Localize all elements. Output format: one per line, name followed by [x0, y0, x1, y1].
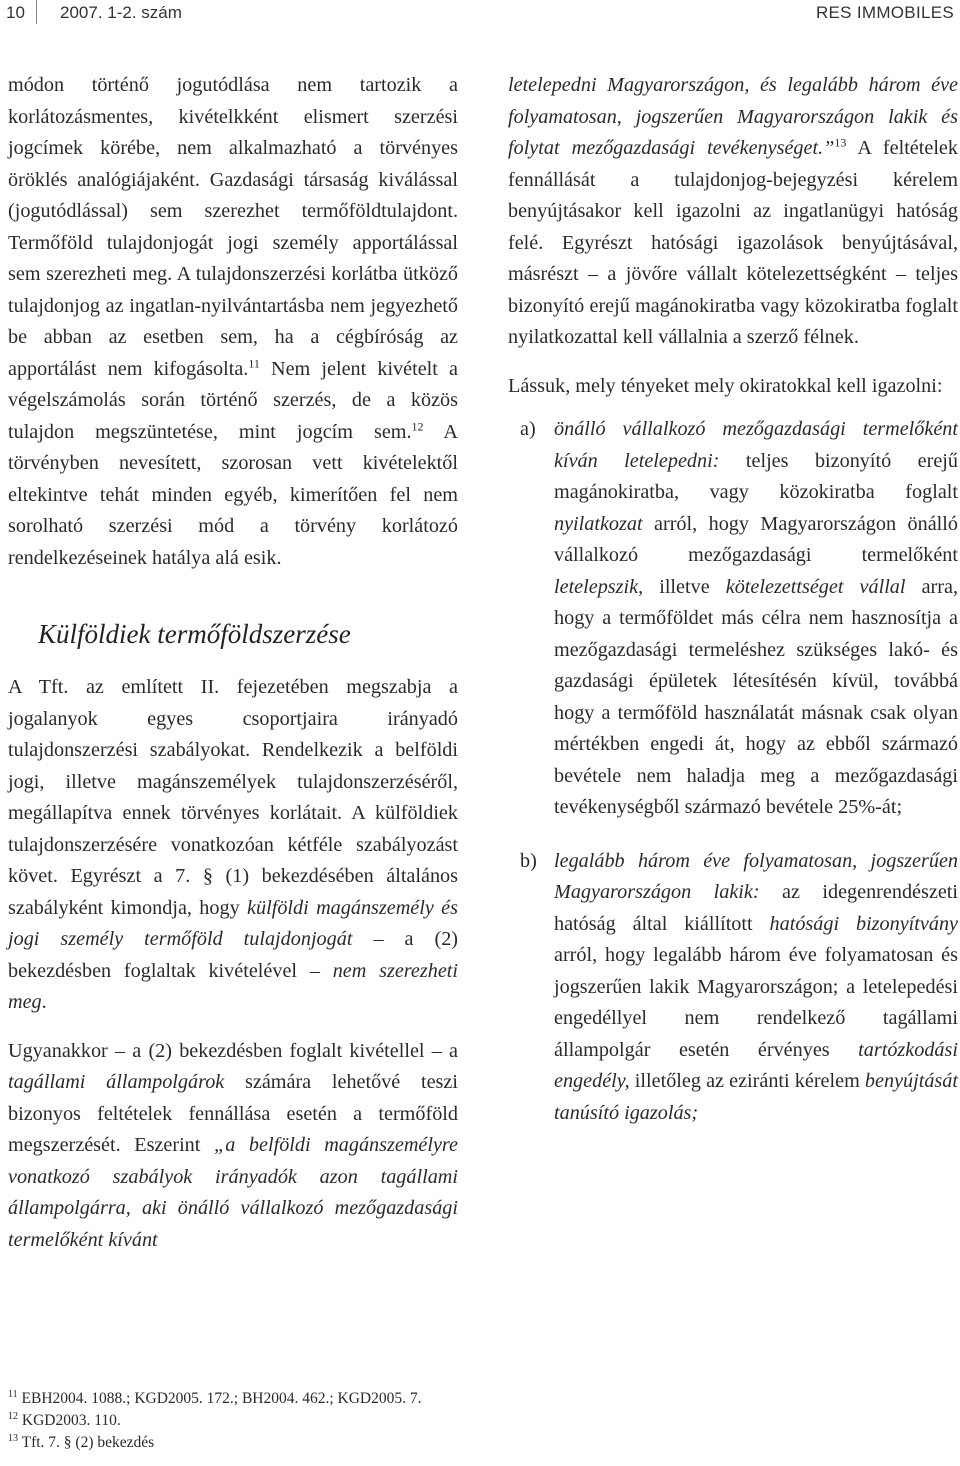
- italic-run: letelepszik,: [554, 575, 644, 598]
- footnote-text: Tft. 7. § (2) bekezdés: [18, 1434, 155, 1451]
- paragraph: [8, 672, 458, 1019]
- italic-run: letelepedni Magyarországon, és legalább három éve folyamatosan, jogszerűen Magyarországon lakik és folytat mezőgazdasági tevékenységet.”: [508, 74, 958, 159]
- italic-run: kötelezettséget vállal: [725, 575, 906, 598]
- list-item-text: [554, 414, 958, 824]
- text-run: Nem jelent kivételt a végelszámolás során történő szerzés, de a közös tulajdon megszüntetése, mint jogcím sem.: [8, 357, 458, 443]
- italic-run: tagállami állampolgárok: [8, 1071, 225, 1093]
- page-header: [0, 0, 960, 30]
- footnote: [8, 1432, 708, 1454]
- italic-run: külföldi magánszemély és jogi személy termőföld tulajdonjogát: [8, 896, 458, 950]
- list-marker: b): [520, 849, 537, 872]
- text-run: arról, hogy legalább három éve folyamatosan és jogszerűen lakik Magyarországon; a letelepedési engedéllyel nem rendelkező tagállami állampolgár esetén érvényes: [554, 944, 958, 1061]
- issue-label: 2007. 1-2. szám: [60, 3, 182, 22]
- footnote-ref: 11: [248, 355, 260, 370]
- footnote-number: 11: [8, 1388, 18, 1400]
- header-divider: [36, 0, 37, 24]
- text-run: illetve: [643, 575, 726, 598]
- list-item-text: [554, 846, 958, 1130]
- footnote: [8, 1410, 708, 1432]
- italic-run: tartózkodási engedély,: [554, 1038, 958, 1092]
- text-run: az idegenrendészeti hatóság által kiállított: [554, 881, 959, 935]
- text-run: módon történő jogutódlása nem tartozik a korlátozásmentes, kivételkként elismert szerzési jogcímek körébe, nem alkalmazható a törvényes öröklés analógiájaként. Gazdasági társaság kiválással (jogutódlással) sem szerezhet termőföldtulajdont. Termőföld tulajdonjogát jogi személy apportálással sem szerezheti meg. A tulajdonszerzési korlátba ütköző tulajdonjog az ingatlan-nyilvántartásba nem jegyezhető be abban az esetben sem, ha a cégbíróság az apportálást nem kifogásolta.: [8, 74, 458, 380]
- text-run: A törvényben nevesített, szorosan vett kivételektől eltekintve tehát minden egyéb, kimerítően fel nem sorolható szerzési mód a törvény korlátozó rendelkezéseinek hatálya alá esik.: [8, 420, 459, 569]
- paragraph: [508, 70, 958, 354]
- text-run: Ugyanakkor – a (2) bekezdésben foglalt kivétellel – a: [8, 1039, 458, 1062]
- footnote: [8, 1388, 708, 1410]
- page-number: 10: [6, 3, 25, 22]
- italic-run: hatósági bizonyítvány: [769, 912, 959, 935]
- italic-run: nem szerezheti meg: [8, 959, 458, 1013]
- left-column: [8, 70, 458, 1256]
- footnotes: [8, 1388, 708, 1454]
- text-run: számára lehetővé teszi bizonyos feltételek fennállása esetén a termőföld megszerzését. Eszerint: [8, 1071, 458, 1156]
- right-column: [508, 70, 958, 1129]
- text-run: – a (2) bekezdésben foglaltak kivételével –: [8, 928, 459, 982]
- paragraph: [8, 70, 458, 574]
- text-run: A feltételek fennállását a tulajdonjog-bejegyzési kérelem benyújtásakor kell igazolni az ingatlanügyi hatóság felé. Egyrészt hatósági igazolások benyújtásával, másrészt – a jövőre vállalt kötelezettségként – teljes bizonyító erejű magánokiratba vagy közokiratba foglalt nyilatkozattal kell vállalnia a szerző félnek.: [508, 137, 958, 348]
- text-run: teljes bizonyító erejű magánokiratba, vagy közokiratba foglalt: [554, 449, 958, 503]
- italic-run: „a belföldi magánszemélyre vonatkozó szabályok irányadók azon tagállami állampolgárra, aki önálló vállalkozó mezőgazdasági termelőként kívánt: [8, 1134, 458, 1251]
- list-marker: a): [520, 418, 536, 440]
- footnote-text: KGD2003. 110.: [18, 1412, 121, 1429]
- italic-run: nyilatkozat: [554, 512, 643, 535]
- footnote-ref: 12: [411, 418, 424, 433]
- italic-run: legalább három éve folyamatosan, jogszerűen Magyarországon lakik:: [554, 849, 958, 903]
- paragraph: Lássuk, mely tényeket mely okiratokkal kell igazolni:: [508, 374, 943, 397]
- footnote-number: 12: [8, 1410, 18, 1422]
- text-run: arra, hogy a termőföldet más célra nem hasznosítja a mezőgazdasági termeléshez szükséges lakó- és gazdasági épületek létesítésén kívül, továbbá hogy a termőföld használatát másnak csak olyan mértékben engedi át, hogy az ebből származó bevétele nem haladja meg a mezőgazdasági tevékenységből származó bevétele 25%-át;: [554, 575, 959, 818]
- requirements-list: [508, 414, 958, 1129]
- footnote-number: 13: [8, 1432, 18, 1444]
- text-run: A Tft. az említett II. fejezetében megszabja a jogalanyok egyes csoportjaira irányadó tulajdonszerzési szabályokat. Rendelkezik a belföldi jogi, illetve magánszemélyek tulajdonszerzéséről, megállapítva ennek törvényes korlátait. A külföldiek tulajdonszerzésére vonatkozóan kétféle szabályozást követ. Egyrészt a 7. § (1) bekezdésében általános szabályként kimondja, hogy: [8, 676, 458, 919]
- italic-run: benyújtását tanúsító igazolás;: [554, 1070, 958, 1124]
- list-item: [508, 414, 958, 824]
- list-item: [508, 846, 958, 1130]
- text-run: .: [41, 991, 47, 1013]
- text-run: illetőleg az eziránti kérelem: [629, 1070, 865, 1092]
- text-run: arról, hogy Magyarországon önálló vállalkozó mezőgazdasági termelőként: [554, 512, 958, 566]
- journal-title: RES IMMOBILES: [815, 3, 954, 22]
- footnote-ref: 13: [834, 135, 847, 150]
- section-heading: Külföldiek termőföldszerzése: [38, 619, 351, 649]
- paragraph: [8, 1036, 458, 1257]
- italic-run: önálló vállalkozó mezőgazdasági termelőként kíván letelepedni:: [554, 418, 958, 472]
- footnote-text: EBH2004. 1088.; KGD2005. 172.; BH2004. 462.; KGD2005. 7.: [17, 1390, 422, 1407]
